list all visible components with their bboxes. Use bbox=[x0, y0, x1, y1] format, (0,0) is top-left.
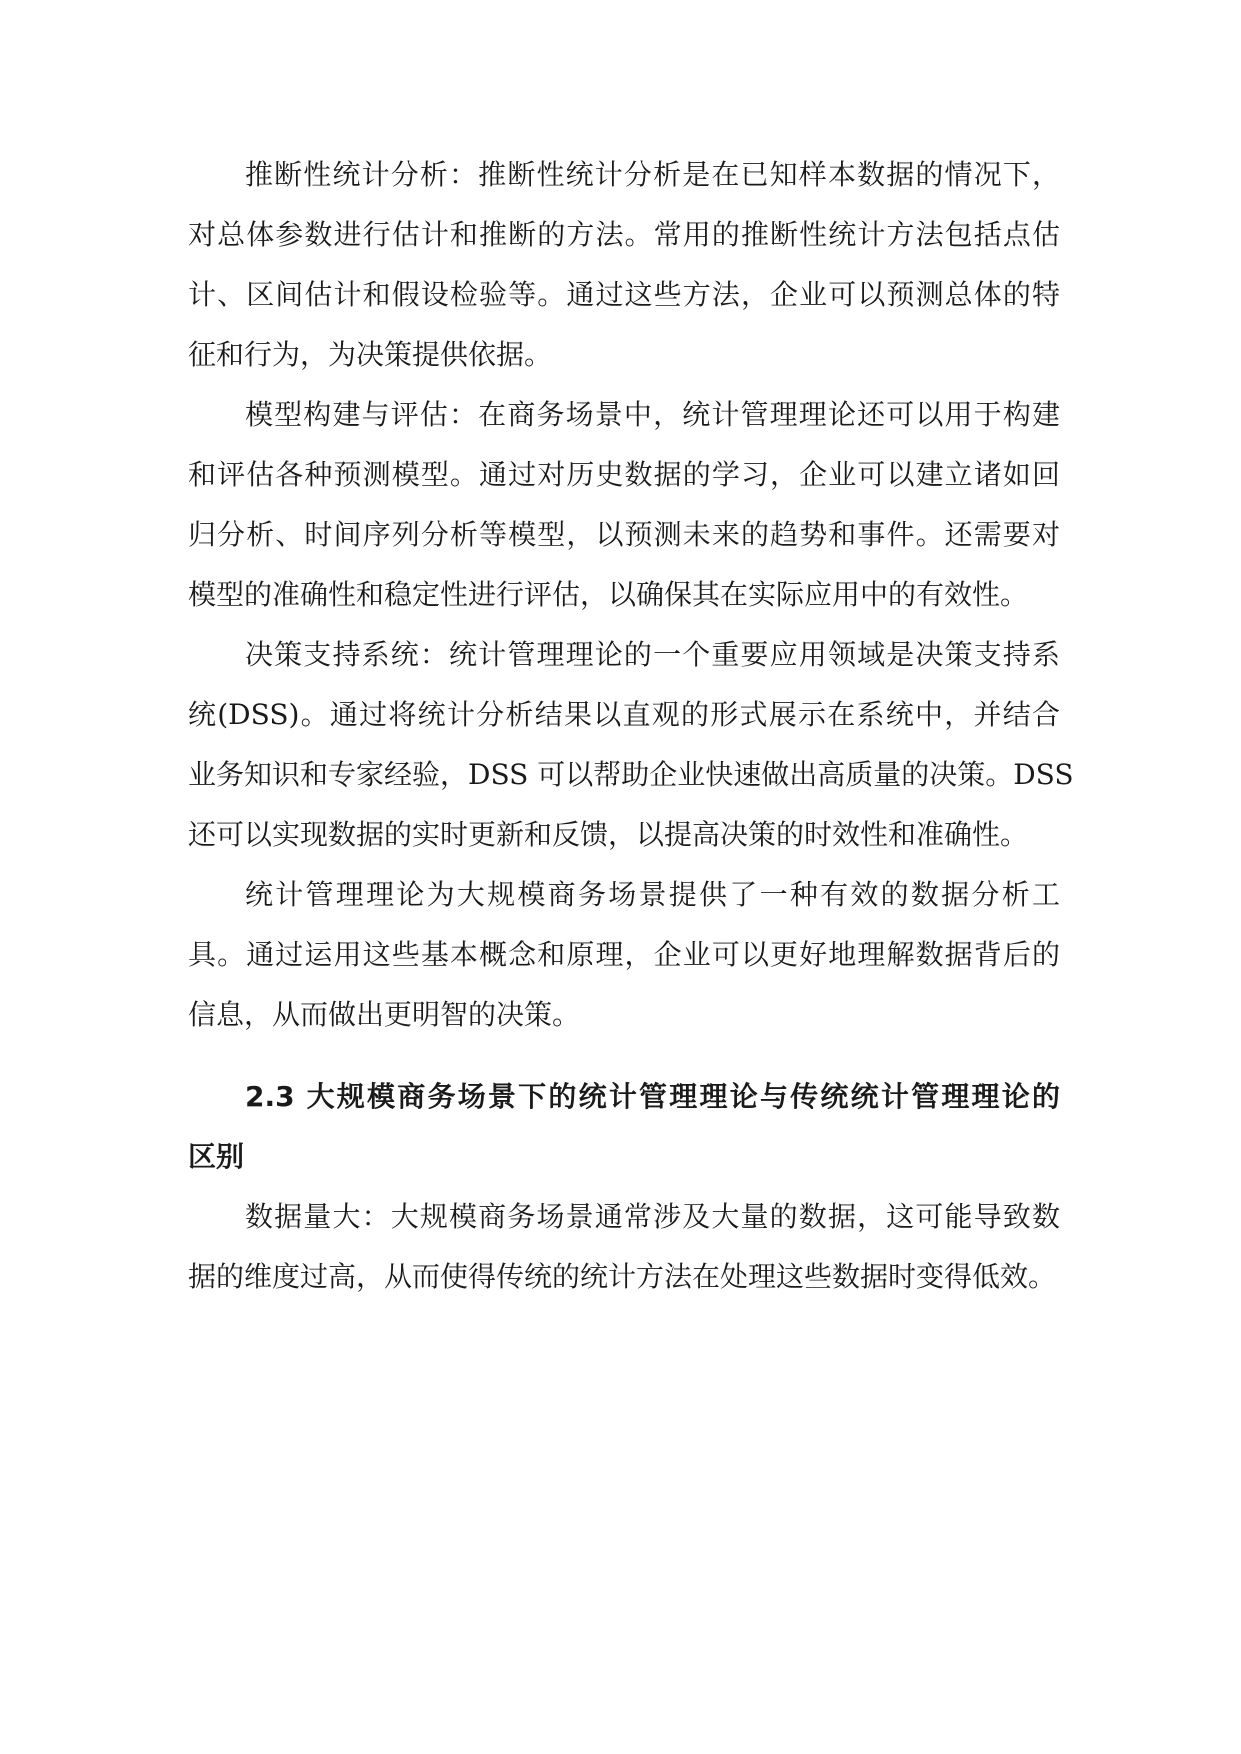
paragraph-model-building bbox=[188, 385, 1060, 625]
paragraph-line: 据的维度过高，从而使得传统的统计方法在处理这些数据时变得低效。 bbox=[188, 1260, 1057, 1293]
paragraph-line: 模型构建与评估：在商务场景中，统计管理理论还可以用于构建 bbox=[245, 398, 1060, 431]
document-body bbox=[188, 145, 1074, 1307]
paragraph-line: 具。通过运用这些基本概念和原理，企业可以更好地理解数据背后的 bbox=[188, 938, 1060, 971]
paragraph-line: 和评估各种预测模型。通过对历史数据的学习，企业可以建立诸如回 bbox=[188, 458, 1060, 491]
paragraph-decision-support bbox=[188, 625, 1074, 865]
section-heading-line: 区别 bbox=[188, 1140, 245, 1173]
paragraph-line: 数据量大：大规模商务场景通常涉及大量的数据，这可能导致数 bbox=[245, 1200, 1060, 1233]
paragraph-line: 对总体参数进行估计和推断的方法。常用的推断性统计方法包括点估 bbox=[188, 218, 1060, 251]
section-heading bbox=[188, 1067, 1060, 1187]
paragraph-line: 推断性统计分析：推断性统计分析是在已知样本数据的情况下， bbox=[245, 158, 1060, 191]
paragraph-line: 决策支持系统：统计管理理论的一个重要应用领域是决策支持系 bbox=[245, 638, 1060, 671]
paragraph-summary bbox=[188, 865, 1060, 1045]
paragraph-line: 模型的准确性和稳定性进行评估，以确保其在实际应用中的有效性。 bbox=[188, 578, 1029, 611]
paragraph-line: 计、区间估计和假设检验等。通过这些方法，企业可以预测总体的特 bbox=[188, 278, 1060, 311]
paragraph-large-data-volume bbox=[188, 1187, 1060, 1307]
paragraph-line: 征和行为，为决策提供依据。 bbox=[188, 338, 553, 371]
paragraph-line: 还可以实现数据的实时更新和反馈，以提高决策的时效性和准确性。 bbox=[188, 818, 1029, 851]
paragraph-line: 业务知识和专家经验，DSS 可以帮助企业快速做出高质量的决策。DSS bbox=[188, 758, 1074, 791]
paragraph-line: 信息，从而做出更明智的决策。 bbox=[188, 998, 581, 1031]
paragraph-line: 统(DSS)。通过将统计分析结果以直观的形式展示在系统中，并结合 bbox=[188, 698, 1060, 731]
section-heading-line: 2.3 大规模商务场景下的统计管理理论与传统统计管理理论的 bbox=[245, 1080, 1060, 1113]
paragraph-inferential-statistics bbox=[188, 145, 1060, 385]
paragraph-line: 归分析、时间序列分析等模型，以预测未来的趋势和事件。还需要对 bbox=[188, 518, 1060, 551]
paragraph-line: 统计管理理论为大规模商务场景提供了一种有效的数据分析工 bbox=[245, 878, 1060, 911]
